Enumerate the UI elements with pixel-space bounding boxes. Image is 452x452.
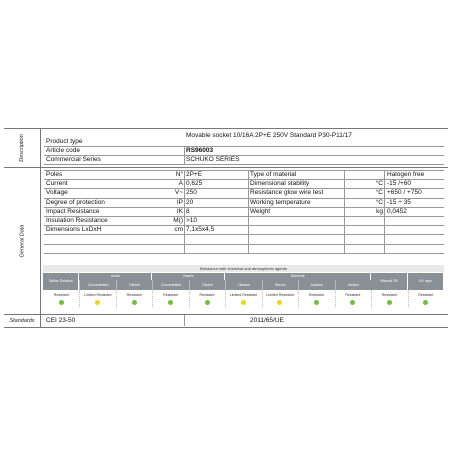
chem-result-indicator — [59, 300, 64, 305]
spec-value: 7,1x5x4,5 — [186, 226, 215, 234]
product-type-label: Product type — [46, 138, 83, 145]
spec-label: Resistance glow wire test — [250, 189, 324, 197]
product-type-value: Movable socket 10/16A 2P+E 250V Standard P30-P11/17 — [186, 132, 352, 139]
chem-result-indicator — [241, 300, 246, 305]
standards-bottom-border — [4, 327, 448, 328]
spec-label: Voltage — [46, 189, 68, 197]
chem-result-text: Resistant — [381, 293, 397, 297]
chem-result-text: Resistant — [308, 293, 324, 297]
chem-result-indicator — [423, 300, 428, 305]
chemical-resistance-table — [43, 265, 444, 307]
chem-result-text: Resistant — [199, 293, 215, 297]
commercial-series-label: Commercial Series — [46, 156, 101, 163]
spec-label: Type of material — [250, 171, 297, 178]
chem-group-header: Acids — [79, 273, 151, 280]
general-data-section-label: General Data — [19, 224, 25, 257]
spec-value: 20 — [186, 198, 194, 206]
spec-unit: IK — [176, 207, 183, 215]
spec-unit: kg — [376, 207, 383, 215]
spec-label: Impact Resistance — [46, 207, 100, 215]
spec-label: Dimensions LxDxH — [46, 226, 102, 234]
spec-unit: A — [178, 180, 183, 188]
chem-result-text: Limited Resistant — [83, 293, 112, 297]
chemical-table-title: Behaviour with chemical and atmospheric agents — [43, 265, 444, 272]
spec-unit: °C — [375, 198, 383, 206]
article-code-value: RS96003 — [186, 147, 214, 154]
standard-eu-directive: 2011/65/UE — [250, 317, 284, 324]
chem-result-indicator — [314, 300, 319, 305]
spec-label: Poles — [46, 171, 63, 178]
chem-group-header: UV rays — [408, 273, 443, 290]
spec-value: +650 / +750 — [387, 189, 422, 197]
chem-group-header: Saline Solution — [43, 273, 78, 290]
chem-subgroup-header: Benzin — [262, 280, 298, 290]
spec-label: Dimensional stability — [250, 180, 310, 188]
spec-unit: °C — [375, 180, 383, 188]
spec-unit: N° — [175, 171, 183, 178]
chem-subgroup-header: Acetone — [298, 280, 334, 290]
chem-result-text: Resistant — [163, 293, 179, 297]
chem-subgroup-header: Diluted — [189, 280, 225, 290]
datasheet — [4, 0, 448, 452]
general-data-bottom-border — [4, 314, 448, 315]
spec-value: -15 ÷ 35 — [387, 198, 411, 206]
spec-value: 2P+E — [186, 171, 203, 178]
chem-result-text: Limited Resistant — [229, 293, 258, 297]
spec-value: >10 — [186, 217, 198, 224]
chem-result-indicator — [132, 300, 137, 305]
spec-label: Working temperature — [250, 198, 311, 206]
chem-result-text: Limited Resistant — [266, 293, 294, 297]
spec-value: -15 /+60 — [387, 180, 412, 188]
spec-unit: °C — [375, 189, 383, 197]
chem-group-header: Solvents — [225, 273, 370, 280]
chem-subgroup-header: Diluted — [116, 280, 152, 290]
spec-unit: cm — [174, 226, 183, 234]
chem-result-indicator — [277, 300, 282, 305]
top-border — [4, 128, 448, 129]
chem-result-text: Resistant — [53, 293, 69, 297]
spec-label: Weight — [250, 207, 271, 215]
commercial-series-value: SCHUKO SERIES — [186, 156, 240, 163]
spec-unit: IP — [176, 198, 183, 206]
spec-value: Halogen free — [387, 171, 425, 178]
chem-group-header: Bases — [152, 273, 224, 280]
standards-section-label: Standards — [9, 317, 35, 324]
spec-value: 250 — [186, 189, 197, 197]
spec-unit: V~ — [174, 189, 183, 197]
chem-subgroup-header: Alcohol — [335, 280, 371, 290]
spec-value: 0,625 — [186, 180, 203, 188]
chem-result-text: Resistant — [126, 293, 142, 297]
chem-subgroup-header: Concentrated — [79, 280, 115, 290]
description-bottom-border — [4, 167, 448, 168]
chem-result-indicator — [168, 300, 173, 305]
spec-value: 8 — [186, 207, 190, 215]
label-column-border — [40, 128, 41, 327]
chem-group-header: Mineral Oil — [371, 273, 406, 290]
chem-subgroup-header: Concentrated — [152, 280, 188, 290]
spec-label: Current — [46, 180, 68, 188]
chem-subgroup-header: Hexane — [225, 280, 261, 290]
standard-cei: CEI 23-50 — [46, 317, 76, 324]
spec-label: Degree of protection — [46, 198, 105, 206]
chem-result-indicator — [205, 300, 210, 305]
chem-result-text: Resistant — [345, 293, 361, 297]
article-code-label: Article code — [46, 147, 80, 154]
description-section-label: Description — [18, 133, 25, 162]
chem-result-indicator — [350, 300, 355, 305]
spec-value: 0,0452 — [387, 207, 407, 215]
spec-label: Insulation Resistance — [46, 217, 108, 224]
chem-result-indicator — [95, 300, 100, 305]
spec-unit: M() — [173, 217, 183, 224]
chem-result-indicator — [387, 300, 392, 305]
chem-result-text: Resistant — [418, 293, 434, 297]
